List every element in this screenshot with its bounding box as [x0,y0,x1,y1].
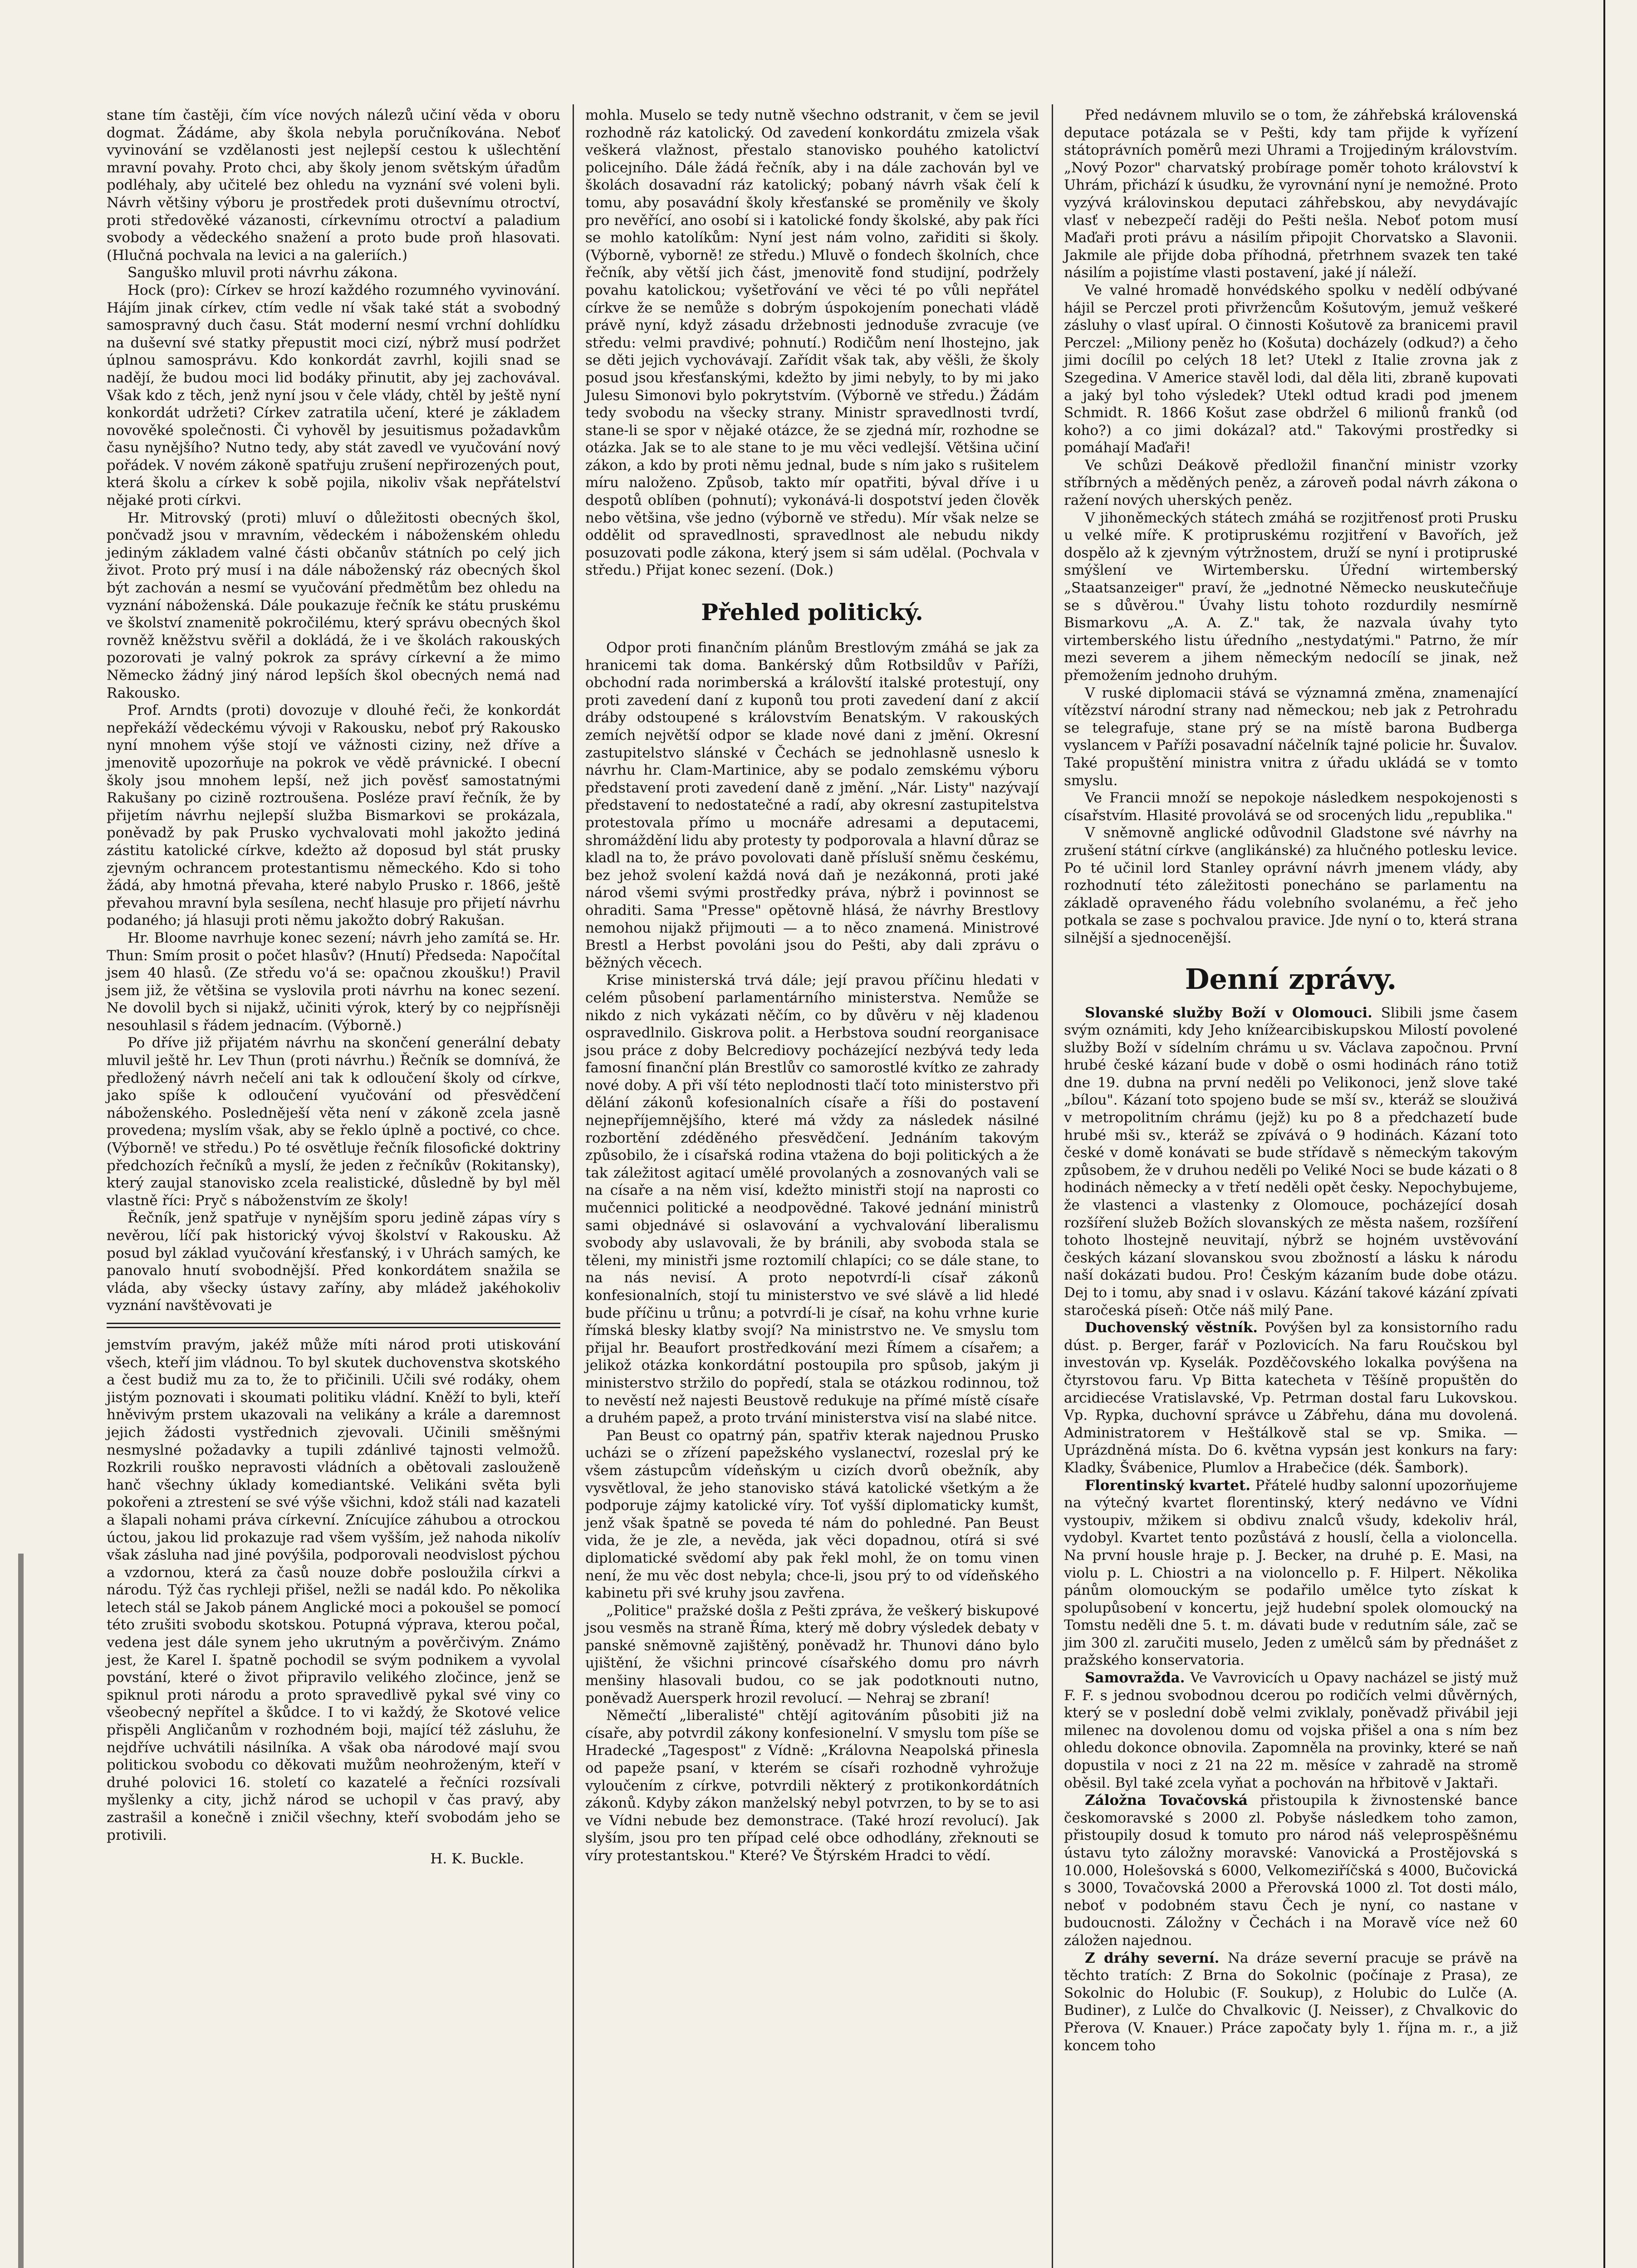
news-item-heading: Slovanské služby Boží v Olomouci. [1085,1004,1372,1021]
news-item-heading: Z dráhy severní. [1085,1950,1220,1966]
col1-paragraph: stane tím častěji, čím více nových nálezů učiní věda v oboru dogmat. Žádáme, aby škola nebyla poručníkována. Neboť vyvinování se vzdělanosti jest nejlepší cestou k ušlechtění mravní povahy. Proto chci, aby školy jenom světským úřadům podléhaly, aby učitelé bez ohledu na vyznání své voleni byli. Návrh většiny výboru je prostředek proti duševnímu otroctví, proti středověké vázanosti, církevnímu otroctví a paladium svobody a vědeckého snažení a proto bude proň hlasovati. (Hlučná pochvala na levici a na galeriích.) [107,107,560,264]
col3-paragraph: V sněmovně anglické odůvodnil Gladstone své návrhy na zrušení státní církve (anglikánské) za hlučného potlesku levice. Po té učinil lord Stanley oprávní návrh jmenem vlády, aby rozhodnutí této záležitosti ponecháno se parlamentu na základě opraveného řádu volebního svolanému, a řeč jeho potkala se zase s pochvalou pravice. Jde nyní o to, která strana silnější a sjednocenější. [1064,825,1518,946]
article-separator-rule [107,1323,560,1328]
section-title-politics: Přehled politický. [701,599,923,626]
column-divider-2 [1052,104,1053,2268]
news-item-text: Slibili jsme časem svým oznámiti, kdy Jeho knížearcibiskupskou Milostí povolené služby Boží v sídelním chrámu u sv. Václava započnou. První hrubé české kázaní bude v době o osmi hodinách ráno totiž dne 19. dubna na první neděli po Velikonoci, jenž slove také „bílou". Kázaní toto spojeno bude se mší sv., kteráž se slouživá v metropolitním chrámu (jejž) ku po 8 a předchazetí bude hrubé mši sv., kteráž se zpívává o 9 hodinách. Kázaní toto české v domě konávati se bude střídavě s německým takovým způsobem, že v druhou neděli po Veliké Noci se bude kázati o 8 hodinách německy a v třetí neděli opět česky. Nepochybujeme, že vlastenci a vlastenky z Olomouce, pocházející dosah rozšíření služeb Božích slovanských ze města našem, rozšíření tohoto lhostejně neuvitají, nýbrž se hojném uvstěvování českých kázaní slovanskou svou zbožností a lásku k národu naší dokázati budou. Pro! Českým kázaním bude dobe otázu. Dej to i tomu, aby snad i v oslavu. Kázání takové kázání zpívati staročeská píseň: Otče náš milý Pane. [1064,1004,1518,1319]
news-item-heading: Duchovenský věstník. [1085,1320,1258,1336]
news-item [1064,1792,1518,1949]
section-title-daily-news: Denní zprávy. [1185,962,1397,996]
col2-paragraph: Odpor proti finančním plánům Brestlovým zmáhá se jak za hranicemi tak doma. Bankérský dům Rotbsildův v Paříži, obchodní rada norimberská a královští italské protestují, ony proti zavedení daní z kuponů tou proti zavedení daní z akcií dráby odstoupené s královstvím Benatským. V rakouských zemích největší odpor se klade nové dani z jmění. Okresní zastupitelstvo slánské v Čechách se jednohlasně usneslo k návrhu hr. Clam-Martinice, aby se podalo zemskému výboru představení proti zavedení daně z jmění. „Nár. Listy" nazývají představení to nedostatečné a radí, aby okresní zastupitelstva protestovala přímo u mocnáře adresami a deputacemi, shromáždění lidu aby protesty ty podporovala a hlavní důraz se kladl na to, že právo povolovati daně přísluší sněmu českému, bez jehož svolení každá nová daň je nezákonná, proti jaké národ všemi svými prostředky práva, nýbrž i povinnost se ohraditi. Sama "Presse" opětovně hlásá, že návrhy Brestlovy nemohou nijakž přijmouti — a to něco znamená. Ministrové Brestl a Herbst povoláni jsou do Pešti, aby dali zprávu o běžných věcech. [585,640,1039,971]
news-item-heading: Samovražda. [1085,1670,1185,1686]
column-3 [1064,107,1518,2054]
column-1 [107,107,560,1868]
col3-paragraph: V jihoněmeckých státech zmáhá se rozjitřenosť proti Prusku u velké míře. K protipruskému rozjitření v Bavořích, jež dospělo až k zjevným výtržnostem, druží se nyní i protipruské smýšlení ve Wirtembersku. Úřední wirtemberský „Staatsanzeiger" praví, že „jednotné Německo neuskutečňuje se s důvěrou." Úvahy listu tohoto rozdurdily nesmírně Bismarkovu „A. A. Z." tak, že nazvala úvahy tyto virtemberského listu úředního „nestydatými." Patrno, že mír mezi severem a jihem německým nedocílí se jinak, než přemožením jednoho druhým. [1064,509,1518,684]
news-item-text: Ve Vavrovicích u Opavy nacházel se jistý muž F. F. s jednou svobodnou dcerou po rodičích velmi důvěrných, který se v poslední době velmi zviklaly, poněvadž přivábil jeji milenec na dovolenou domu od vojska přišel a ona s ním bez ohledu dokonce obnovila. Zapomněla na provinky, které se naň dopustila v noci z 21 na 22 m. měsíce v zahradě na stromě oběsil. Byl také zcela vyňat a pochován na hřbitově v Jaktaři. [1064,1670,1518,1791]
news-item [1064,1669,1518,1792]
col1-paragraph: Hr. Bloome navrhuje konec sezení; návrh jeho zamítá se. Hr. Thun: Smím prosit o počet hlasův? (Hnutí) Předseda: Napočítal jsem 40 hlasů. (Ze středu vo'á se: opačnou zkoušku!) Pravil jsem již, že většina se vyslovila proti návrhu na konec sezení. Ne dovolil bych si nijakž, učiniti výrok, který by co nejpřísněji nesouhlasil s řádem jednacím. (Výborně.) [107,929,560,1034]
news-item-heading: Florentinský kvartet. [1085,1477,1251,1494]
col2-paragraph: Pan Beust co opatrný pán, spatřiv kterak najednou Prusko ucházi se o zřízení papežského vyslanectví, rozeslal prý ke všem zástupcům vídeňským u cizích dvorů obežník, aby vysvětloval, že jeho stanovisko stává katolické všetkým a že podporuje zájmy katolické víry. Toť vyšší diplomaticky kumšt, jenž však špatně se poveda té nám do pohledné. Pan Beust vida, že je zle, a nevěda, jak věci dopadnou, otírá si své diplomatické svědomí aby pak řekl mohl, že on tomu vinen není, že mu věc dost nebyla; chce-li, jsou prý to od vídeňského kabinetu při své kruhy jsou zavřena. [585,1427,1039,1602]
col2-paragraph: Němečtí „liberalisté" chtějí agitováním působiti již na císaře, aby potvrdil zákony konfesionelní. V smyslu tom píše se Hradecké „Tagespost" z Vídně: „Královna Neapolská přinesla od papeže psaní, v kterém se císaři rozhodně vyhrožuje vyloučením z církve, potvrdili některý z protikonkordátních zákonů. Kdyby zákon manželský nebyl potvrzen, to by se to asi ve Vídni nebude bez demonstrace. (Také hrozí revolucí). Jak slyším, jsou pro ten případ celé obce odhodlány, zřeknouti se víry protestantskou." Které? Ve Štýrském Hradci to vědí. [585,1707,1039,1864]
column-2 [585,107,1039,1865]
col3-paragraph: Před nedávnem mluvilo se o tom, že záhřebská královenská deputace potázala se v Pešti, kdy tam přijde k vyřízení státoprávních poměrů mezi Uhrami a Trojjediným královstvím. „Nový Pozor" charvatský probírage poměr tohoto království k Uhrám, přichází k úsudku, že vyrovnání nyní je nemožné. Proto vyzývá královinskou deputaci záhřebskou, aby nevydávajíc vlasť v nebezpečí raději do Pešti nešla. Neboť potom musí Maďaři proti právu a násilím připojit Chorvatsko a Slavonii. Jakmile ale přijde doba příhodná, přetrhnem svazek ten také násilím a pojistíme vlasti postavení, jaké jí náleží. [1064,107,1518,281]
col3-paragraph: Ve valné hromadě honvédského spolku v nedělí odbývané hájil se Perczel proti přivržencům Košutovým, jemuž veškeré zásluhy o vlasť upíral. O činnosti Košutově za branicemi pravil Perczel: „Miliony peněz ho (Košuta) docházely (odkud?) a čeho jimi docílil po celých 18 let? Utekl z Italie zrovna jak z Szegedina. V Americe stavěl lodi, dal děla liti, zbraně kupovati a jaký byl toho výsledek? Utekl odtud kradi pod jmenem Schmidt. R. 1866 Košut zase obdržel 6 milionů franků (od koho?) a co jimi dokázal? atd." Takovými prostředky si pomáhají Maďaři! [1064,282,1518,456]
news-item [1064,1004,1518,1320]
news-item [1064,1950,1518,2055]
col1-feuilleton-paragraph: jemstvím pravým, jakéž může míti národ proti utiskování všech, kteří jim vládnou. To byl skutek duchovenstva skotského a čest budiž mu za to, že to přičinili. Učili své rodáky, ohem jistým poznovati i skoumati politiku vládní. Kněží to byli, kteří hněvivým prstem ukazovali na velikány a krále a daremnost jejich žádosti vystřednich zjevovali. Učinili směšnými nesmyslné požadavky a tupili zdánlivé tajnosti velmožů. Rozkrili rouško nepravosti vládních a obětovali zaslouženě hanč všechny úklady komediantské. Velikáni světa byli pokořeni a ztrestení se své výše všichni, kdož stáli nad kazateli a šlapali nohami práva církevní. Znícujíce záhubou a otrockou úctou, jakou lid prokazuje rad všem vyšším, jež nahoda nikolív však zásluha nad jiné povýšila, podporovali neodvislost pýchou a vzdornou, která za časů nouze dobře posloužila církvi a národu. Týž čas rychleji přišel, nežli se nadál kdo. Po několika letech stál se Jakob pánem Anglické moci a pokoušel se pomocí této zrušiti svobodu skotskou. Potupná výprava, kterou počal, vedena jest dále synem jeho ukrutným a pověrčivým. Známo jest, že Karel I. špatně pochodil se svým podnikem a vyvolal povstání, které o život připravilo velikého zločince, jenž se spiknul proti národu a proto spravedlivě pykal své viny co všeobecný nepřítel a škůdce. I to vi každý, že Skotové velice přispěli Angličanům v rozhodném boji, mající též zásluhu, že nejdříve uchvátili násilníka. A však oba národové mají svou politickou svobodu co děkovati mužům neohroženým, kteří v druhé polovici 16. století co kazatelé a řečníci rozsívali myšlenky a city, jichž národ se uchopil v čas pravý, aby zastrašil a konečně i zničil všechny, kteří svobodám jeho se protivili. [107,1336,560,1843]
col2-paragraph: mohla. Muselo se tedy nutně všechno odstranit, v čem se jevil rozhodně ráz katolický. Od zavedení konkordátu zmizela však veškerá vlažnost, přestalo stanovisko pouhého katolictví policejního. Dále žádá řečník, aby i na dále zachován byl ve školách dosavadní ráz katolický; pobaný návrh však čelí k tomu, aby posavádní školy křesťanské se proměnily ve školy pro nevěřící, ano osobí si i katolické fondy školské, aby pak říci se mohlo katolíkům: Nyní jest nám volno, zařiditi si školy. (Výborně, vyborně! ze středu.) Mluvě o fondech školních, chce řečník, aby větší jich část, jmenovitě fond studijní, podržely povahu katolickou; vyšetřování ve věci té po vůli nepřátel církve že se nemůže s dobrým úspokojením ponechati vládě právě nyní, když zásadu držebnosti jednoduše zvracuje (ve středu: velmi pravdivé; pohnutí.) Rodičům není lhostejno, jak se děti jejich vychovávají. Zařídit však tak, aby věšli, že školy posud jsou křesťanskými, kdežto by jimi nebyly, to by mi jako Julesu Simonovi bylo pokrytstvím. (Výborně ve středu.) Žádám tedy svobodu na všecky strany. Ministr spravedlnosti tvrdí, stane-li se spor v nějaké otázce, že se zjedná mír, rozhodne se otázka. Jak se to ale stane to je mu věci vedlejší. Většina učiní zákon, a kdo by proti němu jednal, bude s ním jako s rušitelem míru naloženo. Způsob, takto mír opatřiti, býval dříve i u despotů oblíben (pohnutí); vykonává-li dospotství jeden člověk nebo většina, vše jedno (výborně ve středu). Mír však nelze se oddělit od spravedlnosti, spravedlnost ale nebudu nikdy posuzovati podle zákona, který jsem si sám udělal. (Pochvala v středu.) Přijat konec sezení. (Dok.) [585,107,1039,579]
col3-paragraph: Ve schůzi Deákově předložil finanční ministr vzorky stříbrných a měděných peněz, a zároveň podal návrh zákona o ražení nových uherských peněz. [1064,457,1518,509]
news-item-text: Povýšen byl za konsistorního radu dúst. p. Berger, farář v Pozlovicích. Na faru Roučskou byl investován vp. Kyselák. Pozděčovského lokalka povýšena na čtyrstovou faru. Vp Bitta katecheta v Těšíně propuštěn do arcidiecése Vratislavské, Vp. Petrman dostal faru Lukovskou. Vp. Rypka, duchovní správce u Zábřehu, dána mu dovolená. Administratorem v Heštálkově stal se vp. Smika. — Uprázdněná místa. Do 6. května vypsán jest konkurs na fary: Kladky, Švábenice, Plumlov a Hrabečice (dék. Šambork). [1064,1320,1518,1476]
col3-paragraph: V ruské diplomacii stává se významná změna, znamenající vítězství národní strany nad německou; neb jak z Petrohradu se telegrafuje, stane prý se na místě barona Budberga vyslancem v Paříži posavadní náčelník tajné policie hr. Šuvalov. Také propuštění ministra vnitra z úřadu ukládá se v tomto smyslu. [1064,684,1518,789]
author-signature: H. K. Buckle. [430,1851,524,1867]
binding-shadow [18,1554,24,2268]
col1-paragraph: Sanguško mluvil proti návrhu zákona. [127,264,398,281]
col1-paragraph: Po dříve již přijatém návrhu na skončení generální debaty mluvil ještě hr. Lev Thun (proti návrhu.) Řečník se domnívá, že předložený návrh nečelí ani tak k odloučení školy od církve, jako spíše k odloučení vyučování od přesvědčení náboženského. Posledněješí věta není v zákoně zcela jasně provedena; myslím však, aby se řeklo úplně a poctivé, co chce. (Výborně! ve středu.) Po té osvětluje řečník filosofické doktriny předchozích řečníků a myslí, že jeden z řečníkův (Rokitansky), který zaujal stanovisko zcela realistické, důsledně by byl měl vlastně říci: Pryč s náboženstvím ze školy! [107,1035,560,1209]
col1-paragraph: Hr. Mitrovský (proti) mluví o důležitosti obecných škol, pončvadž jsou v mravním, vědeckém i náboženském ohledu jediným základem valné části občanův státních po celý jich život. Proto prý musí i na dále náboženský ráz obecných škol být zachován a nesmí se vyučování předmětům bez ohledu na vyznání náboženská. Dále poukazuje řečník ke státu pruskému ve školství znamenitě pokročilému, který správu obecných škol rovněž kněžstvu svěřil a dokládá, že i ve školách rakouských pozorovati je valný pokrok za správy církevní a že mimo Německo žádný jiný národ lepších škol obecných nemá nad Rakousko. [107,509,560,701]
col1-paragraph: Řečník, jenž spatřuje v nynějším sporu jedině zápas víry s nevěrou, líčí pak historický vývoj školství v Rakousku. Až posud byl základ vyučování křesťanský, i v Uhrách samých, ke panovalo hnutí svobodnější. Před konkordátem snažila se vláda, aby všecky ústavy zaříny, aby mládež jakéhokoliv vyznání navštěvovati je [107,1210,560,1314]
page-edge-rule [1603,0,1605,2268]
column-divider-1 [573,104,574,2268]
news-item [1064,1477,1518,1670]
col2-paragraph: Krise ministerská trvá dále; její pravou příčinu hledati v celém působení parlamentárního ministerstva. Nemůže se nikdo z nich vykázati něčím, co by důvěru v něj kladenou ospravedlnilo. Giskrova polit. a Herbstova soudní reorganisace jsou práce z doby Belcrediovy pocházející nezbývá tedy leda famosní finanční plán Brestlův co samorostlé kvítko ze zahrady nové doby. A při vší této neplodnosti tlačí toto ministerstvo při dělání zákonů kofesionalních císaře a říši do postavení nejnepříjemnějšího, které má vždy za následek násilné rozbortění zdéděného přesvědčení. Jednáním takovým způsobilo, že i císařská rodina vtažena do boji politických a že tak záležitost agitací umělé provolaných a zosnovaných vali se na císaře a na něm visí, kdežto ministři stojí na naprosti co mučennici politické a neodpovědné. Takové jednání ministrů sami objednávé si oslavování a vychvalování liberalismu svobody aby uslavovali, že by bránili, aby svoboda stala se těleni, my ministři jsme roztomilí chlapíci; co se dále stane, to na nás nevisí. A proto nepotvrdí-li císař zákonů konfesionalních, stojí tu ministerstvo ve své slávě a lid hledé bude příčinu u trůnu; a potvrdí-li je císař, na kohu vrhne kurie římská blesky klatby svojí? Na ministrstvo ne. Ve smyslu tom přijal hr. Beaufort prostředkování mezi Římem a císařem; a jelikož otázka konkordátní postoupila pro spůsob, jakým ji ministerstvo stržilo do popředí, stala se otázkou rodinnou, tož to nevěstí než najesti Beustově redukuje na přímé místě císaře a druhém papež, a proto trvání ministerstva visí na slabé nitce. [585,972,1039,1427]
col1-paragraph: Prof. Arndts (proti) dovozuje v dlouhé řeči, že konkordát nepřekáží vědeckému vývoji v Rakousku, neboť prý Rakousko nyní mnohem výše stojí ve vážnosti ciziny, než dříve a jmenovitě upozorňuje na pokrok ve vědě právnické. I obecní školy jsou mnohem lepší, než jich pověsť samostatnými Rakušany po cizině roztroušena. Posléze praví řečník, že by přijetím návrhu nejlepší služba Bismarkovi se prokázala, poněvadž by pak Prusko vychvalovati mohl jakožto jediná zástitu katolické církve, kdežto až doposud byl stát prusky zjevným ochrancem protestantismu německého. Kdo si toho žádá, aby hmotná převaha, které nabylo Prusko r. 1866, ještě převahou mravní byla sesílena, nechť hlasuje pro přijetí návrhu podaného; já hlasuji proti němu jakožto dobrý Rakušan. [107,702,560,929]
col3-paragraph: Ve Francii množí se nepokoje následkem nespokojenosti s císařstvím. Hlasité provolává se od srocených lidu „republika." [1064,790,1518,824]
news-item-text: Přátelé hudby salonní upozorňujeme na výtečný kvartet florentinský, který nedávno ve Vídni vystoupiv, mžikem si obdivu znalců všudy, kdekoliv hrál, vydobyl. Kvartet tento pozůstává z houslí, čella a violoncella. Na první housle hraje p. J. Becker, na druhé p. E. Masi, na violu p. L. Chiostri a na violoncello p. F. Hilpert. Několika pánům olomouckým se podařilo umělce tyto získat k spolupůsobení v koncertu, jejž hudební spolek olomoucký na Tomstu neděli dne 5. t. m. dávati bude v redutním sále, zač se jim 300 zl. zaručiti muselo, Jeden z umělců sám by přednášet z pražského konservatoria. [1064,1477,1518,1669]
news-item [1064,1319,1518,1476]
news-item-text: přistoupila k živnostenské bance českomoravské s 2000 zl. Pobyše následkem toho zamon, přistoupily dosud k tomuto pro národ náš veleprospěšnému ústavu tyto záložny moravské: Vanovická a Prostějovská s 10.000, Holešovská s 6000, Velkomeziříčská s 4000, Bučovická s 3000, Tovačovská 2000 a Přerovská 1000 zl. Tot dosti málo, neboť v podobném stavu Čech je nyní, co nastane v budoucnosti. Záložny v Čechách i na Moravě více než 60 záložen najednou. [1064,1792,1518,1949]
news-item-heading: Záložna Tovačovská [1085,1792,1248,1809]
col2-paragraph: „Politice" pražské došla z Pešti zpráva, že veškerý biskupové jsou vesměs na straně Říma, který mě dobry výsledek debaty v panské sněmovně zajištěný, poněvadž hr. Thunovi dáno bylo ujištění, že všichni princové císařského domu pro návrh menšiny hlasovali budou, co se jak podotknouti nutno, poněvadž Auersperk hrozil revolucí. — Nehraj se zbraní! [585,1602,1039,1706]
col1-paragraph: Hock (pro): Církev se hrozí každého rozumného vyvinování. Hájím jinak církev, ctím vedle ní však také stát a svobodný samospravný duch času. Stát moderní nesmí vrchní dohlídku na duševní své statky přepustit moci cizí, nýbrž musí podržet úplnou samosprávu. Kdo konkordát zavrhl, kojili snad se nadějí, že budou moci lid bodáky přinutit, aby jej zachovával. Však kdo z těch, jenž nyní jsou v čele vlády, chtěl by ještě nyní konkordát udržeti? Církev zatratila učení, které je základem novověké společnosti. Či vyhověl by jesuitismus požadavkům času nynějšího? Nutno tedy, aby stát zavedl ve vyučování nový pořádek. V novém zákoně spatřuju zrušení nepřirozených pout, která školu a církev k sobě pojila, nikoliv však nepřátelství nějaké proti církvi. [107,282,560,509]
news-item-text: Na dráze severní pracuje se právě na těchto tratích: Z Brna do Sokolnic (počínaje z Prasa), ze Sokolnic do Holubic (F. Soukup), z Holubic do Lulče (A. Budiner), z Lulče do Chvalkovic (J. Neisser), z Chvalkovic do Přerova (V. Knauer.) Práce započaty byly 1. října m. r., a již koncem toho [1064,1950,1518,2054]
